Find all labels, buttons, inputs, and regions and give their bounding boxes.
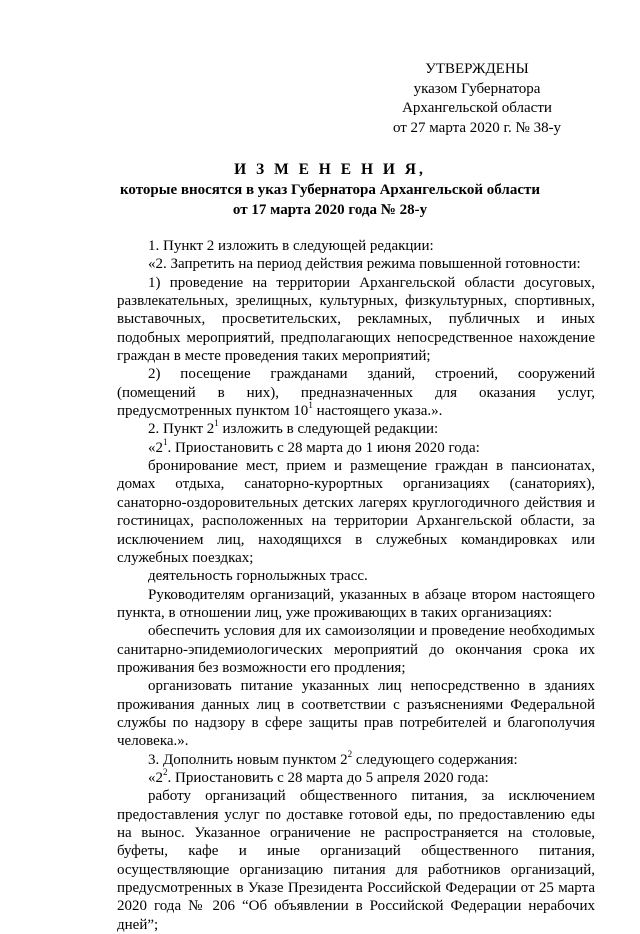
superscript: 1 — [308, 400, 313, 411]
approval-stamp — [372, 60, 582, 138]
heading-subtitle: которые вносятся в указ Губернатора Архангельской области — [119, 182, 541, 198]
paragraph-text: настоящего указа.». — [312, 403, 443, 420]
superscript: 1 — [214, 418, 219, 429]
superscript: 2 — [347, 748, 353, 759]
approval-decree: указом Губернатора — [413, 80, 541, 97]
approval-date: от 27 марта 2020 г. № 38-у — [392, 119, 562, 136]
paragraph — [117, 766, 595, 787]
paragraph: обеспечить условия для их самоизоляции и проведение необходимых санитарно-эпидемиологических мероприятий до окончания срока их проживания без возможности его продления; — [117, 623, 595, 676]
approval-title: УТВЕРЖДЕНЫ — [425, 61, 529, 77]
paragraph: «2. Запретить на период действия режима повышенной готовности: — [148, 256, 581, 273]
superscript: 2 — [163, 766, 168, 777]
paragraph-text: изложить в следующей редакции: — [218, 421, 439, 438]
paragraph-text: . Приостановить с 28 марта до 1 июня 2020 года: — [167, 439, 480, 456]
paragraph — [117, 436, 595, 457]
paragraph-text: . Приостановить с 28 марта до 5 апреля 2020 года: — [167, 769, 489, 786]
document-heading — [60, 160, 600, 220]
paragraph: организовать питание указанных лиц непосредственно в зданиях проживания данных лиц в соответствии с разъяснениями Федеральной службы по надзору в сфере защиты прав потребителей и благополучия человека.». — [117, 678, 595, 750]
paragraph: 1) проведение на территории Архангельской области досуговых, развлекательных, зрелищных, культурных, физкультурных, спортивных, выставочных, просветительских, рекламных, публичных и иных подобных мероприятий, предполагающих непосредственное нахождение граждан в месте проведения таких мероприятий; — [117, 274, 595, 365]
paragraph-text: «2 — [148, 439, 163, 456]
document-body — [117, 237, 595, 934]
paragraph — [117, 420, 595, 438]
paragraph: Руководителям организаций, указанных в абзаце втором настоящего пункта, в отношении лиц, уже проживающих в таких организациях: — [117, 586, 595, 621]
superscript: 1 — [163, 436, 168, 447]
paragraph — [117, 365, 595, 420]
paragraph — [117, 748, 595, 769]
approval-region: Архангельской области — [402, 100, 552, 116]
paragraph: работу организаций общественного питания, за исключением предоставления услуг по доставке готовой еды, по предоставлению еды на вынос. Указанное ограничение не распространяется на столовые, буфеты, кафе и иные организаций общественного питания, осуществляющие организацию питания для работников организаций, предусмотренных в Указе Президента Российской Федерации от 25 марта 2020 года № 206 “Об объявлении в Российской Федерации нерабочих дней”; — [117, 788, 595, 933]
paragraph-text: 2) посещение гражданами зданий, строений, сооружений (помещений в них), предназначенных для оказания услуг, предусмотренных пунктом 10 — [117, 366, 595, 420]
paragraph-text: 3. Дополнить новым пунктом 2 — [148, 751, 348, 768]
heading-title: И З М Е Н Е Н И Я, — [234, 161, 426, 178]
paragraph-text: 2. Пункт 2 — [148, 421, 215, 438]
paragraph: бронирование мест, прием и размещение граждан в пансионатах, домах отдыха, санаторно-курортных организациях (санаториях), санаторно-оздоровительных детских лагерях круглогодичного действия и гостиницах, расположенных на территории Архангельской области, за исключением лиц, находящихся в служебных командировках или служебных поездках; — [117, 458, 595, 566]
heading-decree-ref: от 17 марта 2020 года № 28-у — [232, 202, 428, 218]
paragraph: деятельность горнолыжных трасс. — [148, 568, 368, 585]
paragraph-text: следующего содержания: — [352, 751, 518, 768]
paragraph-text: «2 — [148, 769, 163, 786]
paragraph: 1. Пункт 2 изложить в следующей редакции: — [148, 238, 434, 254]
